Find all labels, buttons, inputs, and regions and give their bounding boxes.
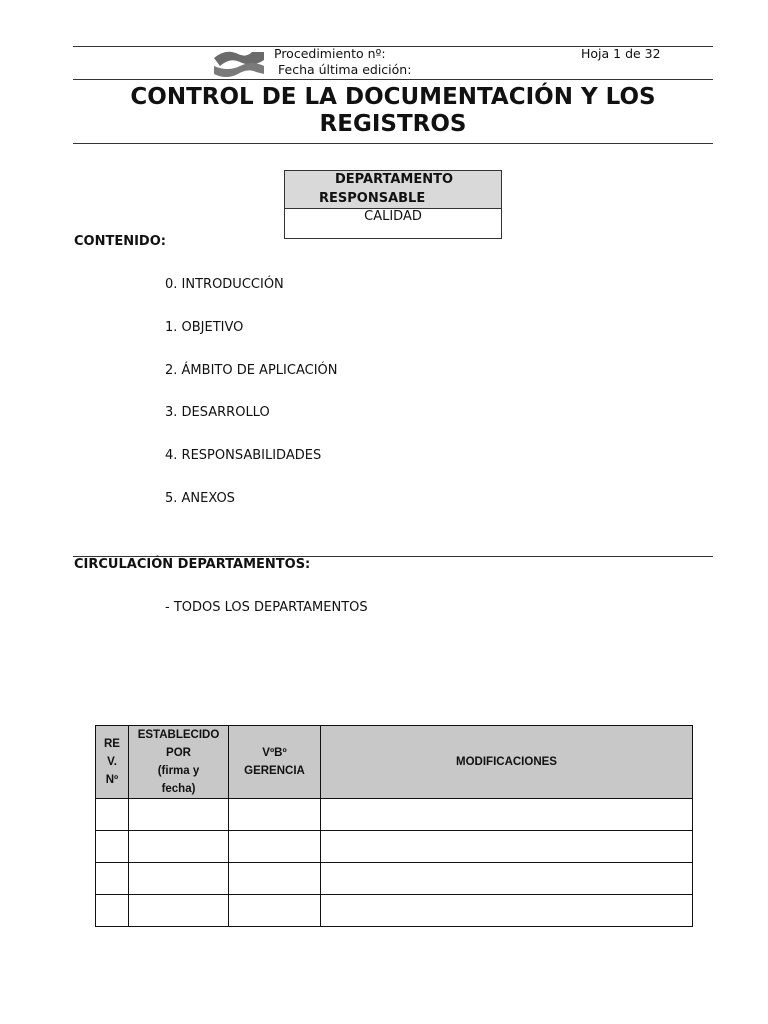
table-cell xyxy=(129,799,229,831)
department-value: CALIDAD xyxy=(364,209,422,224)
table-cell xyxy=(129,863,229,895)
table-cell xyxy=(321,863,693,895)
revision-number-header: RE V. Nº xyxy=(96,726,129,799)
contents-label: CONTENIDO: xyxy=(74,234,166,249)
modifications-header: MODIFICACIONES xyxy=(321,726,693,799)
table-cell xyxy=(129,831,229,863)
procedure-number-label: Procedimiento nº: xyxy=(274,46,386,61)
circulation-item: - TODOS LOS DEPARTAMENTOS xyxy=(165,600,368,615)
department-box-header xyxy=(285,171,501,209)
table-cell xyxy=(321,831,693,863)
department-header-line-2: RESPONSABLE xyxy=(319,191,426,206)
table-cell xyxy=(96,799,129,831)
table-cell xyxy=(96,863,129,895)
page-info: Hoja 1 de 32 xyxy=(581,46,661,61)
revision-table-header-row xyxy=(96,726,693,799)
table-cell xyxy=(229,863,321,895)
department-header-line-1: DEPARTAMENTO xyxy=(335,172,454,187)
title-line-2: REGISTROS xyxy=(319,111,467,137)
table-cell xyxy=(96,831,129,863)
toc-item: 2. ÁMBITO DE APLICACIÓN xyxy=(165,363,338,378)
circulation-label: CIRCULACIÓN DEPARTAMENTOS: xyxy=(74,557,311,572)
toc-item: 5. ANEXOS xyxy=(165,491,235,506)
responsible-department-box xyxy=(284,170,502,239)
document-title xyxy=(73,84,713,138)
established-by-header: ESTABLECIDO POR (firma y fecha) xyxy=(129,726,229,799)
header-bottom-rule xyxy=(73,79,713,80)
last-edition-date-label: Fecha última edición: xyxy=(278,62,412,77)
table-cell xyxy=(96,895,129,927)
table-cell xyxy=(229,831,321,863)
table-row xyxy=(96,799,693,831)
toc-item: 3. DESARROLLO xyxy=(165,405,270,420)
table-row xyxy=(96,831,693,863)
revision-table xyxy=(95,725,693,927)
toc-item: 0. INTRODUCCIÓN xyxy=(165,277,284,292)
table-row xyxy=(96,863,693,895)
table-row xyxy=(96,895,693,927)
title-line-1: CONTROL DE LA DOCUMENTACIÓN Y LOS xyxy=(130,84,656,110)
toc-item: 4. RESPONSABILIDADES xyxy=(165,448,322,463)
title-rule xyxy=(73,143,713,144)
management-approval-header: VºBº GERENCIA xyxy=(229,726,321,799)
table-cell xyxy=(229,895,321,927)
handshake-logo-icon xyxy=(212,44,266,82)
table-cell xyxy=(321,799,693,831)
table-cell xyxy=(129,895,229,927)
table-cell xyxy=(321,895,693,927)
toc-item: 1. OBJETIVO xyxy=(165,320,244,335)
table-cell xyxy=(229,799,321,831)
